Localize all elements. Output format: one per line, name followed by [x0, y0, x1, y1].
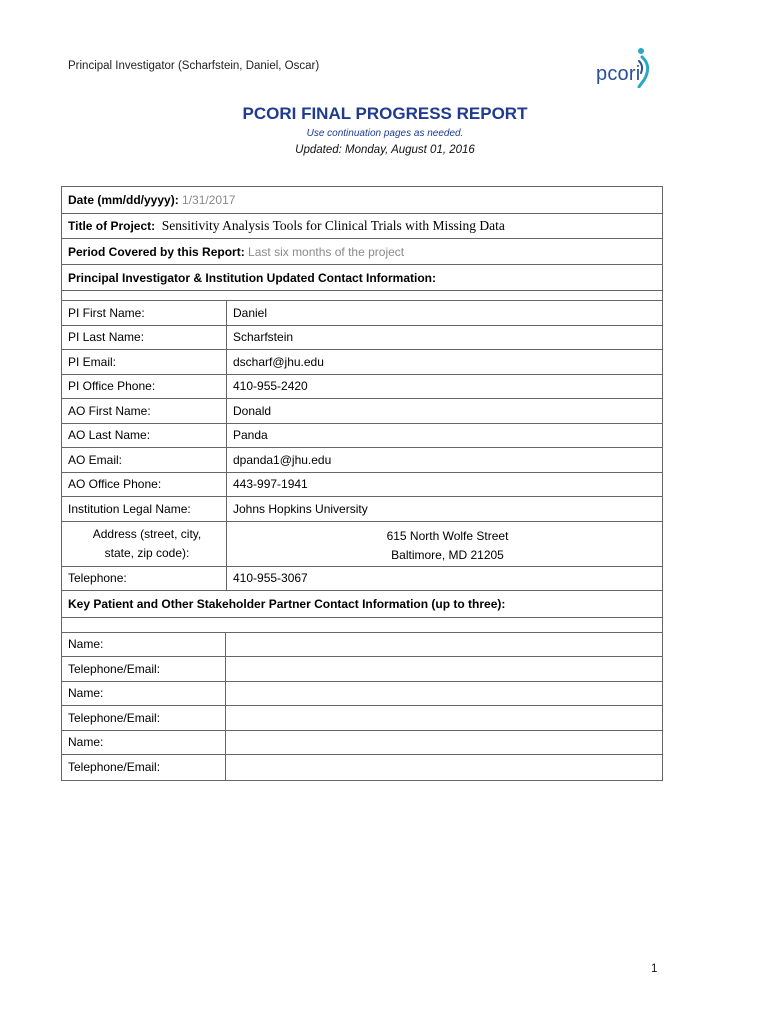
- table-row: [62, 399, 662, 424]
- field-label: PI Office Phone:: [62, 375, 227, 399]
- field-label: Telephone/Email:: [62, 706, 226, 730]
- address-value-line1: 615 North Wolfe Street: [386, 528, 509, 543]
- pcori-figure-icon: [632, 46, 656, 88]
- table-row: [62, 633, 662, 658]
- field-value[interactable]: Daniel: [233, 305, 268, 320]
- period-row: [62, 239, 662, 265]
- table-row: [62, 755, 662, 780]
- field-value[interactable]: 443-997-1941: [233, 477, 308, 492]
- project-title-label: Title of Project:: [68, 219, 156, 233]
- project-title-value[interactable]: Sensitivity Analysis Tools for Clinical Trials with Missing Data: [161, 218, 505, 233]
- field-label: Name:: [62, 682, 226, 706]
- field-value[interactable]: [226, 706, 662, 730]
- field-label: Telephone/Email:: [62, 755, 226, 780]
- pi-header: Principal Investigator (Scharfstein, Daniel, Oscar): [68, 60, 320, 72]
- table-row: [62, 731, 662, 756]
- address-value[interactable]: [227, 522, 662, 566]
- telephone-row: [62, 567, 662, 591]
- field-value[interactable]: Scharfstein: [233, 330, 294, 345]
- contact-section-heading: Principal Investigator & Institution Updated Contact Information:: [62, 265, 662, 291]
- spacer-row-2: [62, 618, 662, 633]
- progress-report-form: [61, 186, 663, 781]
- field-value[interactable]: Donald: [233, 403, 272, 418]
- field-label: Name:: [62, 633, 226, 657]
- table-row: [62, 301, 662, 326]
- address-value-line2: Baltimore, MD 21205: [391, 547, 504, 562]
- period-label: Period Covered by this Report:: [68, 244, 245, 259]
- field-value[interactable]: dpanda1@jhu.edu: [233, 452, 332, 467]
- field-value[interactable]: [226, 633, 662, 657]
- spacer-row: [62, 291, 662, 301]
- address-label-line2: state, zip code):: [104, 545, 190, 560]
- address-label: [62, 522, 227, 566]
- field-value[interactable]: Panda: [233, 428, 268, 443]
- field-value[interactable]: dscharf@jhu.edu: [233, 354, 324, 369]
- address-label-line1: Address (street, city,: [92, 526, 202, 541]
- field-value[interactable]: [226, 657, 662, 681]
- field-value[interactable]: Johns Hopkins University: [233, 501, 368, 516]
- table-row: [62, 473, 662, 498]
- field-label: PI Last Name:: [62, 326, 227, 350]
- table-row: [62, 448, 662, 473]
- table-row: [62, 657, 662, 682]
- date-label: Date (mm/dd/yyyy):: [68, 193, 179, 207]
- report-updated-date: Updated: Monday, August 01, 2016: [295, 144, 475, 156]
- table-row: [62, 375, 662, 400]
- field-label: Institution Legal Name:: [62, 497, 227, 521]
- pcori-logo: [596, 46, 666, 92]
- field-label: Telephone/Email:: [62, 657, 226, 681]
- telephone-value[interactable]: 410-955-3067: [233, 571, 308, 585]
- date-value[interactable]: 1/31/2017: [182, 193, 236, 207]
- date-row: [62, 187, 662, 214]
- field-label: AO Office Phone:: [62, 473, 227, 497]
- pi-contact-table: [62, 301, 662, 522]
- field-value[interactable]: [226, 755, 662, 780]
- project-title-row: [62, 214, 662, 239]
- field-value[interactable]: [226, 682, 662, 706]
- telephone-label: Telephone:: [62, 567, 227, 590]
- table-row: [62, 424, 662, 449]
- address-row: [62, 522, 662, 567]
- page-number: 1: [651, 963, 658, 975]
- field-label: AO Last Name:: [62, 424, 227, 448]
- report-subtitle: Use continuation pages as needed.: [306, 128, 464, 139]
- period-value[interactable]: Last six months of the project: [248, 244, 405, 259]
- table-row: [62, 706, 662, 731]
- field-label: Name:: [62, 731, 226, 755]
- field-value[interactable]: 410-955-2420: [233, 379, 308, 394]
- table-row: [62, 350, 662, 375]
- partner-contact-table: [62, 633, 662, 780]
- field-label: AO Email:: [62, 448, 227, 472]
- field-label: AO First Name:: [62, 399, 227, 423]
- table-row: [62, 682, 662, 707]
- table-row: [62, 326, 662, 351]
- report-title: PCORI FINAL PROGRESS REPORT: [242, 104, 528, 123]
- logo-text: pcori: [596, 63, 641, 85]
- field-label: PI Email:: [62, 350, 227, 374]
- table-row: [62, 497, 662, 522]
- field-value[interactable]: [226, 731, 662, 755]
- partner-section-heading: Key Patient and Other Stakeholder Partner Contact Information (up to three):: [62, 591, 662, 618]
- field-label: PI First Name:: [62, 301, 227, 325]
